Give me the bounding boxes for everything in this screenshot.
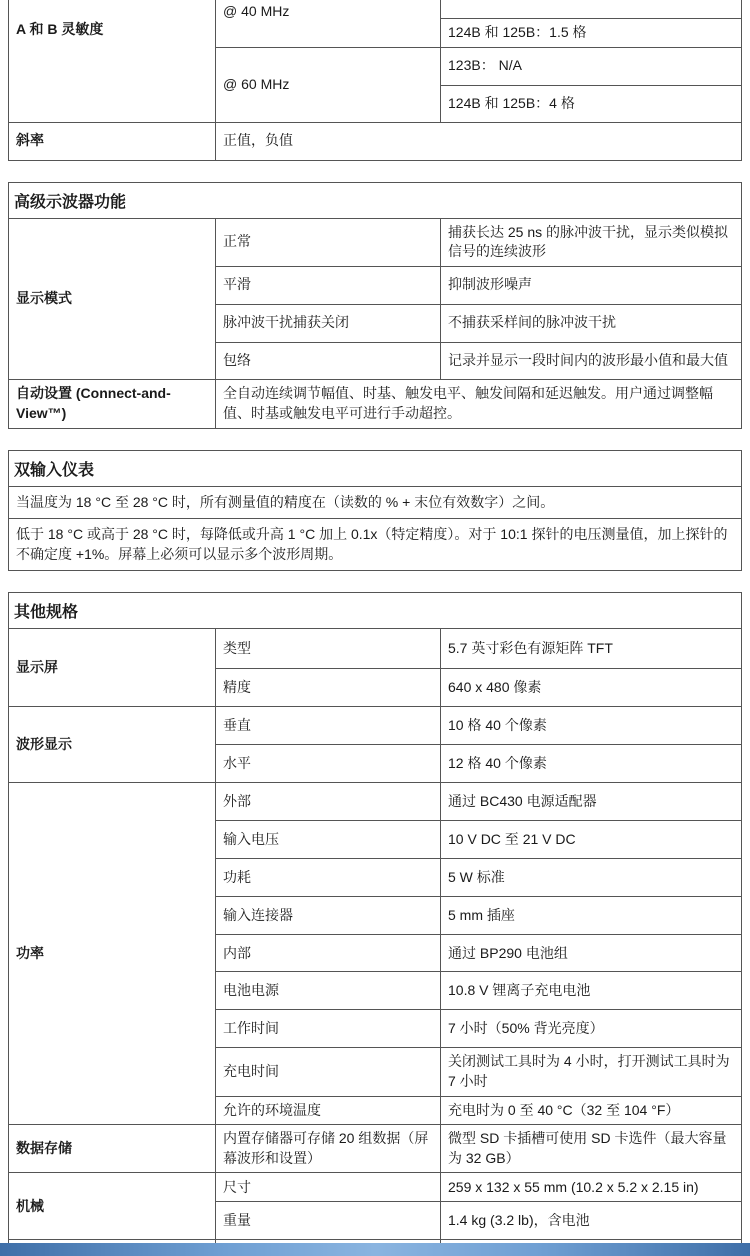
spec-name-cell: 重量 bbox=[216, 1202, 441, 1240]
cut-cell bbox=[441, 0, 742, 18]
spec-value-cell: 12 格 40 个像素 bbox=[441, 745, 742, 783]
spec-value-cell: 关闭测试工具时为 4 小时，打开测试工具时为 7 小时 bbox=[441, 1048, 742, 1096]
table-row bbox=[9, 218, 742, 266]
autoset-desc-cell: 全自动连续调节幅值、时基、触发电平、触发间隔和延迟触发。用户通过调整幅值、时基或触发电平可进行手动超控。 bbox=[216, 379, 742, 428]
mode-name-cell: 脉冲波干扰捕获关闭 bbox=[216, 304, 441, 342]
table-row bbox=[9, 1125, 742, 1173]
spec-name-cell: 电池电源 bbox=[216, 972, 441, 1010]
spec-value-cell: 5 mm 插座 bbox=[441, 897, 742, 935]
spec-value-cell: 10 格 40 个像素 bbox=[441, 707, 742, 745]
advanced-scope-table bbox=[8, 218, 742, 429]
mode-name-cell: 包络 bbox=[216, 342, 441, 379]
spec-name-cell: 充电时间 bbox=[216, 1048, 441, 1096]
group-label-waveform: 波形显示 bbox=[9, 707, 216, 783]
mode-desc-cell: 不捕获采样间的脉冲波干扰 bbox=[441, 304, 742, 342]
spec-name-cell: 垂直 bbox=[216, 707, 441, 745]
table-row bbox=[9, 122, 742, 160]
spec-value-cell: 259 x 132 x 55 mm (10.2 x 5.2 x 2.15 in) bbox=[441, 1173, 742, 1202]
spec-name-cell: 功耗 bbox=[216, 859, 441, 897]
spec-name-cell: 内置存储器可存储 20 组数据（屏幕波形和设置） bbox=[216, 1125, 441, 1173]
table-row bbox=[9, 519, 742, 571]
spec-value-cell: 640 x 480 像素 bbox=[441, 669, 742, 707]
spec-value-cell: 1.4 kg (3.2 lb)，含电池 bbox=[441, 1202, 742, 1240]
spec-value-cell: 通过 BP290 电池组 bbox=[441, 935, 742, 972]
spec-value-cell: 通过 BC430 电源适配器 bbox=[441, 783, 742, 821]
spec-value-cell: 10.8 V 锂离子充电电池 bbox=[441, 972, 742, 1010]
spec-name-cell: 输入电压 bbox=[216, 821, 441, 859]
group-label-storage: 数据存储 bbox=[9, 1125, 216, 1173]
display-mode-label-cell: 显示模式 bbox=[9, 218, 216, 379]
table-row bbox=[9, 0, 742, 18]
spec-value-cell: 10 V DC 至 21 V DC bbox=[441, 821, 742, 859]
section-dual-input bbox=[8, 450, 742, 572]
table-row bbox=[9, 486, 742, 519]
spec-value-cell: 124B 和 125B：4 格 bbox=[441, 85, 742, 122]
section-advanced-scope bbox=[8, 182, 742, 429]
spec-value-cell: 124B 和 125B：1.5 格 bbox=[441, 18, 742, 47]
autoset-label-cell: 自动设置 (Connect-and-View™) bbox=[9, 379, 216, 428]
section-other-specs bbox=[8, 592, 742, 1256]
sensitivity-label-cell: A 和 B 灵敏度 bbox=[9, 0, 216, 122]
dual-input-notes-table bbox=[8, 486, 742, 572]
mode-name-cell: 平滑 bbox=[216, 266, 441, 304]
spec-name-cell: 尺寸 bbox=[216, 1173, 441, 1202]
slope-label-cell: 斜率 bbox=[9, 122, 216, 160]
spec-value-cell: 充电时为 0 至 40 °C（32 至 104 °F） bbox=[441, 1096, 742, 1125]
spec-name-cell: 外部 bbox=[216, 783, 441, 821]
group-label-display: 显示屏 bbox=[9, 629, 216, 707]
freq-40mhz-cell: @ 40 MHz bbox=[216, 0, 441, 47]
table-row bbox=[9, 783, 742, 821]
other-specs-table bbox=[8, 628, 742, 1256]
mode-desc-cell: 抑制波形噪声 bbox=[441, 266, 742, 304]
spec-value-cell: 5 W 标准 bbox=[441, 859, 742, 897]
section-header-dual-input: 双输入仪表 bbox=[8, 450, 742, 486]
spec-value-cell: 5.7 英寸彩色有源矩阵 TFT bbox=[441, 629, 742, 669]
table-row bbox=[9, 379, 742, 428]
spec-name-cell: 工作时间 bbox=[216, 1010, 441, 1048]
group-label-power: 功率 bbox=[9, 783, 216, 1125]
spec-value-cell: 7 小时（50% 背光亮度） bbox=[441, 1010, 742, 1048]
group-label-mechanical: 机械 bbox=[9, 1173, 216, 1240]
footer-banner-strip bbox=[0, 1243, 750, 1256]
section-header-other-specs: 其他规格 bbox=[8, 592, 742, 628]
spec-name-cell: 允许的环境温度 bbox=[216, 1096, 441, 1125]
mode-desc-cell: 记录并显示一段时间内的波形最小值和最大值 bbox=[441, 342, 742, 379]
table-row bbox=[9, 629, 742, 669]
table-row bbox=[9, 707, 742, 745]
section-header-advanced-scope: 高级示波器功能 bbox=[8, 182, 742, 218]
spec-value-cell: 微型 SD 卡插槽可使用 SD 卡选件（最大容量为 32 GB） bbox=[441, 1125, 742, 1173]
freq-60mhz-cell: @ 60 MHz bbox=[216, 47, 441, 122]
slope-value-cell: 正值，负值 bbox=[216, 122, 742, 160]
spec-name-cell: 类型 bbox=[216, 629, 441, 669]
accuracy-note-2: 低于 18 °C 或高于 28 °C 时，每降低或升高 1 °C 加上 0.1x（特定精度）。对于 10:1 探针的电压测量值，加上探针的不确定度 +1%。屏幕上必须可以显示多个波形周期。 bbox=[9, 519, 742, 571]
sensitivity-spec-table bbox=[8, 0, 742, 161]
spec-name-cell: 精度 bbox=[216, 669, 441, 707]
spec-name-cell: 内部 bbox=[216, 935, 441, 972]
table-row bbox=[9, 1173, 742, 1202]
mode-desc-cell: 捕获长达 25 ns 的脉冲波干扰，显示类似模拟信号的连续波形 bbox=[441, 218, 742, 266]
accuracy-note-1: 当温度为 18 °C 至 28 °C 时，所有测量值的精度在（读数的 % + 末位有效数字）之间。 bbox=[9, 486, 742, 519]
spec-name-cell: 水平 bbox=[216, 745, 441, 783]
spec-name-cell: 输入连接器 bbox=[216, 897, 441, 935]
spec-value-cell: 123B： N/A bbox=[441, 47, 742, 85]
mode-name-cell: 正常 bbox=[216, 218, 441, 266]
